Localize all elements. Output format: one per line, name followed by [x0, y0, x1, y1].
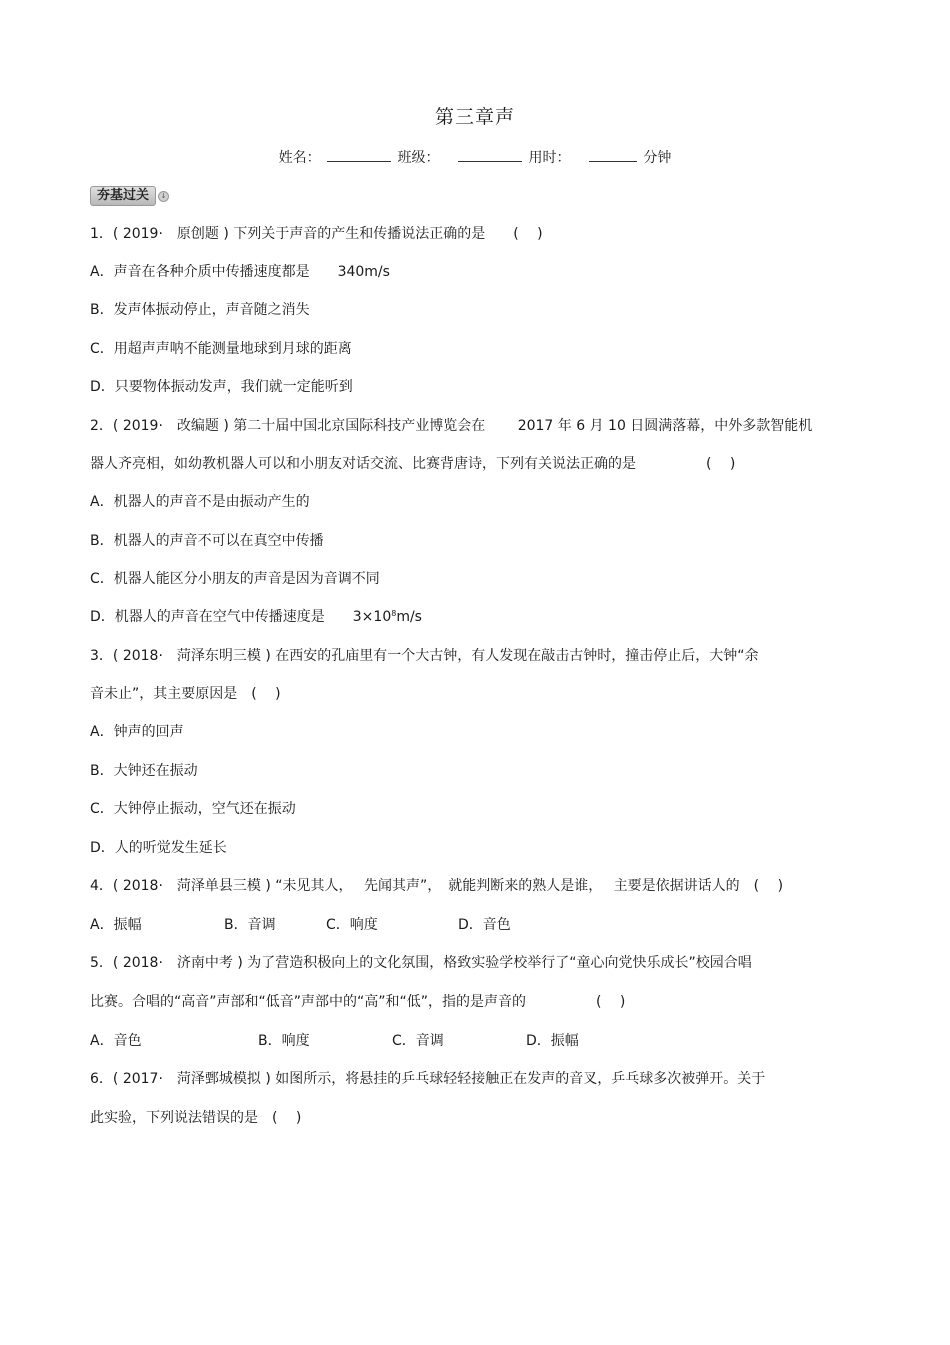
q2-stem-line2: 器人齐亮相，如幼教机器人可以和小朋友对话交流、比赛背唐诗，下列有关说法正确的是 ( ) — [90, 456, 736, 472]
q5-option-a: A．音色 — [90, 1033, 142, 1049]
q3-option-b: B．大钟还在振动 — [90, 763, 198, 779]
q2-option-c: C．机器人能区分小朋友的声音是因为音调不同 — [90, 571, 380, 587]
q2-stem-line1: 2．( 2019· 改编题 ) 第二十届中国北京国际科技产业博览会在 2017 年 6 月 10 日圆满落幕，中外多款智能机 — [90, 418, 813, 434]
section-badge — [90, 186, 169, 206]
q3-option-c: C．大钟停止振动，空气还在振动 — [90, 801, 296, 817]
q3-option-d: D．人的听觉发生延长 — [90, 840, 227, 856]
q1-option-c: C．用超声声呐不能测量地球到月球的距离 — [90, 341, 352, 357]
student-info-line — [0, 147, 950, 167]
class-blank[interactable] — [458, 147, 522, 162]
q6-stem-line2: 此实验，下列说法错误的是 ( ) — [90, 1110, 302, 1126]
page-title: 第三章声 — [434, 106, 515, 128]
class-label: 班级： — [397, 150, 440, 166]
q1-stem: 1．( 2019· 原创题 ) 下列关于声音的产生和传播说法正确的是 ( ) — [90, 226, 543, 242]
q3-stem-line1: 3．( 2018· 菏泽东明三模 ) 在西安的孔庙里有一个大古钟，有人发现在敲击古钟时，撞击停止后，大钟“余 — [90, 648, 759, 664]
q2-option-d-text: D．机器人的声音在空气中传播速度是 3×10 — [90, 609, 392, 625]
q4-option-c: C．响度 — [326, 917, 378, 933]
time-blank[interactable] — [589, 147, 637, 162]
q1-option-d: D．只要物体振动发声，我们就一定能听到 — [90, 379, 353, 395]
q5-stem-line1: 5．( 2018· 济南中考 ) 为了营造积极向上的文化氛围，格致实验学校举行了“童心向党快乐成长”校园合唱 — [90, 955, 752, 971]
name-label: 姓名： — [278, 150, 321, 166]
q5-option-b: B．响度 — [258, 1033, 310, 1049]
q4-option-d: D．音色 — [458, 917, 511, 933]
q2-option-a: A．机器人的声音不是由振动产生的 — [90, 494, 310, 510]
q5-stem-line2: 比赛。合唱的“高音”声部和“低音”声部中的“高”和“低”，指的是声音的 ( ) — [90, 994, 626, 1010]
section-badge-label: 夯基过关 — [90, 186, 156, 206]
q2-option-b: B．机器人的声音不可以在真空中传播 — [90, 533, 324, 549]
time-label: 用时： — [528, 150, 571, 166]
name-blank[interactable] — [327, 147, 391, 162]
q3-stem-line2: 音未止”，其主要原因是 ( ) — [90, 686, 281, 702]
q5-option-d: D．振幅 — [526, 1033, 579, 1049]
badge-arrow-icon: ↓ — [158, 191, 169, 202]
minute-label: 分钟 — [643, 150, 672, 166]
q6-stem-line1: 6．( 2017· 菏泽鄄城模拟 ) 如图所示，将悬挂的乒乓球轻轻接触正在发声的音叉，乒乓球多次被弹开。关于 — [90, 1071, 766, 1087]
q5-options — [90, 1032, 579, 1050]
q3-option-a: A．钟声的回声 — [90, 724, 184, 740]
q5-option-c: C．音调 — [392, 1033, 444, 1049]
q1-option-b: B．发声体振动停止，声音随之消失 — [90, 302, 310, 318]
q1-option-a: A．声音在各种介质中传播速度都是 340m/s — [90, 264, 390, 280]
q4-option-b: B．音调 — [224, 917, 276, 933]
q2-option-d — [90, 608, 422, 626]
q4-options — [90, 916, 511, 934]
q2-option-d-unit: m/s — [396, 609, 422, 625]
q2-option-d-exponent: 8 — [391, 609, 397, 618]
q4-option-a: A．振幅 — [90, 917, 142, 933]
q4-stem: 4．( 2018· 菏泽单县三模 ) “未见其人， 先闻其声”， 就能判断来的熟人是谁， 主要是依据讲话人的 ( ) — [90, 878, 784, 894]
